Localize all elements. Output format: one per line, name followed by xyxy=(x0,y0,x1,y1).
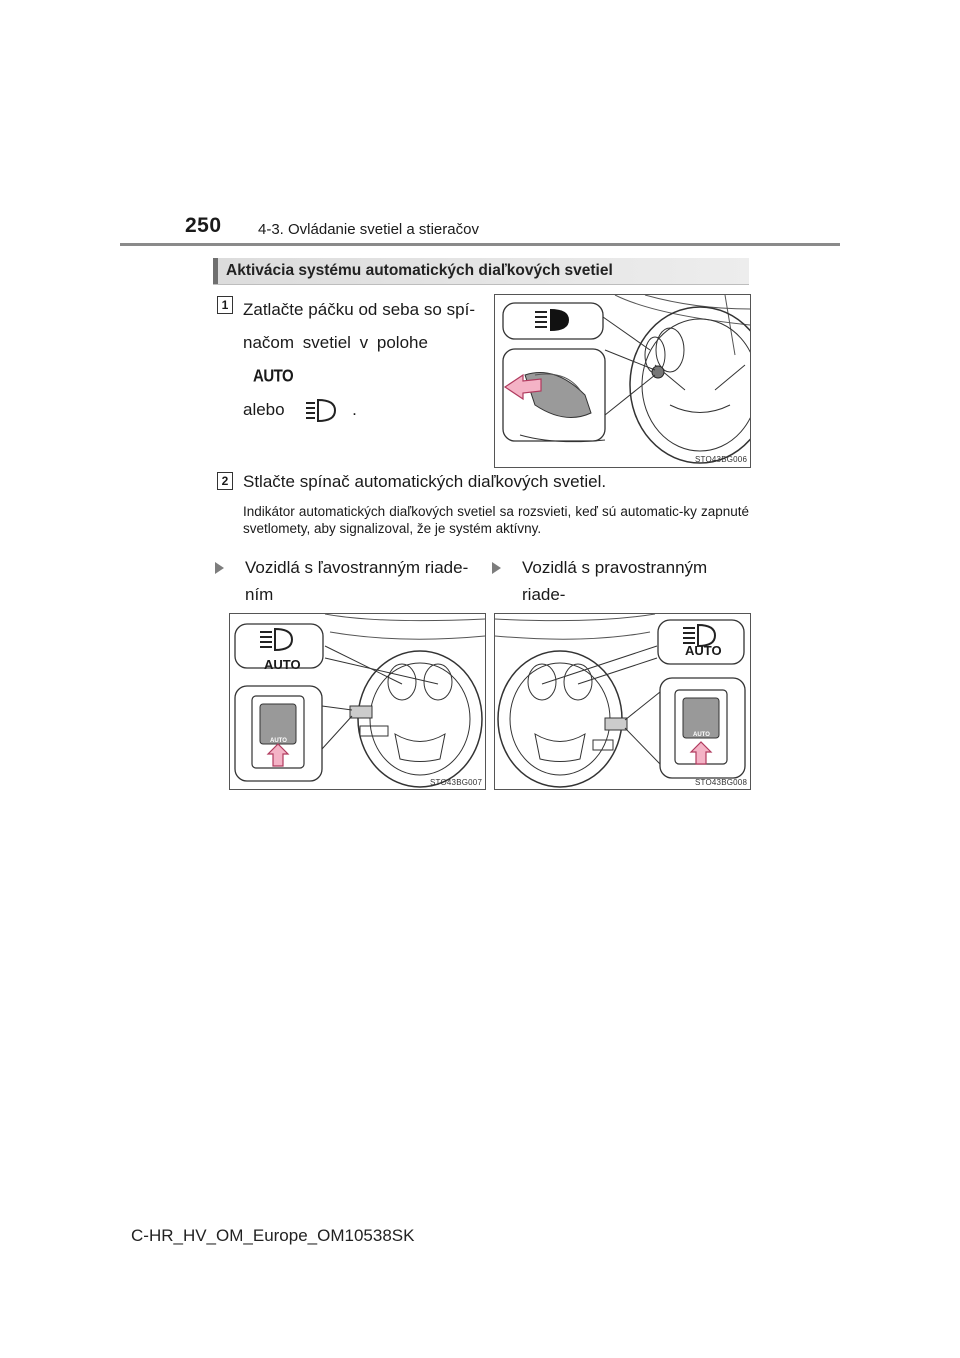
step-1-line-2-text: načom svetiel v polohe xyxy=(243,333,428,352)
rhd-auto-label: AUTO xyxy=(685,643,722,658)
headlight-icon xyxy=(303,398,339,424)
section-heading xyxy=(213,258,749,285)
lever-illustration xyxy=(494,294,751,468)
rhd-illustration xyxy=(494,613,751,790)
variant-lhd-line-2: ním xyxy=(245,585,274,604)
figure-code-lever: STO43BG006 xyxy=(695,455,748,464)
step-1-line-1: Zatlačte páčku od seba so spí- xyxy=(243,300,475,319)
bullet-triangle-icon xyxy=(215,562,224,574)
step-number-2: 2 xyxy=(217,472,233,490)
step-1-text xyxy=(243,293,475,426)
variant-lhd xyxy=(215,554,475,608)
rhd-drawing xyxy=(495,614,750,789)
footer-document-code: C-HR_HV_OM_Europe_OM10538SK xyxy=(131,1226,415,1245)
step-1-line-3-prefix: alebo xyxy=(243,400,285,420)
section-heading-text: Aktivácia systému automatických diaľkových svetiel xyxy=(226,262,613,279)
step-2-text: Stlačte spínač automatických diaľkových svetiel. xyxy=(243,472,607,491)
page-number: 250 xyxy=(185,214,222,237)
lhd-auto-label: AUTO xyxy=(264,657,301,672)
variant-lhd-line-1: Vozidlá s ľavostranným riade- xyxy=(245,558,469,577)
figure-code-rhd: STO43BG008 xyxy=(695,778,748,787)
header-rule xyxy=(120,243,840,246)
auto-position-icon: AUTO xyxy=(253,366,294,387)
heading-bar xyxy=(213,258,218,284)
figure-code-lhd: STO43BG007 xyxy=(430,778,483,787)
step-number-1: 1 xyxy=(217,296,233,314)
lhd-drawing xyxy=(230,614,485,789)
step-1-line-2 xyxy=(243,326,475,393)
lhd-illustration xyxy=(229,613,486,790)
step-1-line-3 xyxy=(243,393,475,426)
section-title: 4-3. Ovládanie svetiel a stieračov xyxy=(258,221,479,238)
lever-drawing xyxy=(495,295,750,467)
variant-rhd-line-1: Vozidlá s pravostranným riade- xyxy=(522,558,708,604)
bullet-triangle-icon xyxy=(492,562,501,574)
step-2-note: Indikátor automatických diaľkových svetiel sa rozsvieti, keď sú automatic-ky zapnuté svetlomety, aby signalizoval, že je systém aktívny. xyxy=(243,504,749,536)
lhd-switch-auto-label: AUTO xyxy=(270,738,287,744)
step-1-line-3-suffix: . xyxy=(352,400,357,420)
rhd-switch-auto-label: AUTO xyxy=(693,732,710,738)
